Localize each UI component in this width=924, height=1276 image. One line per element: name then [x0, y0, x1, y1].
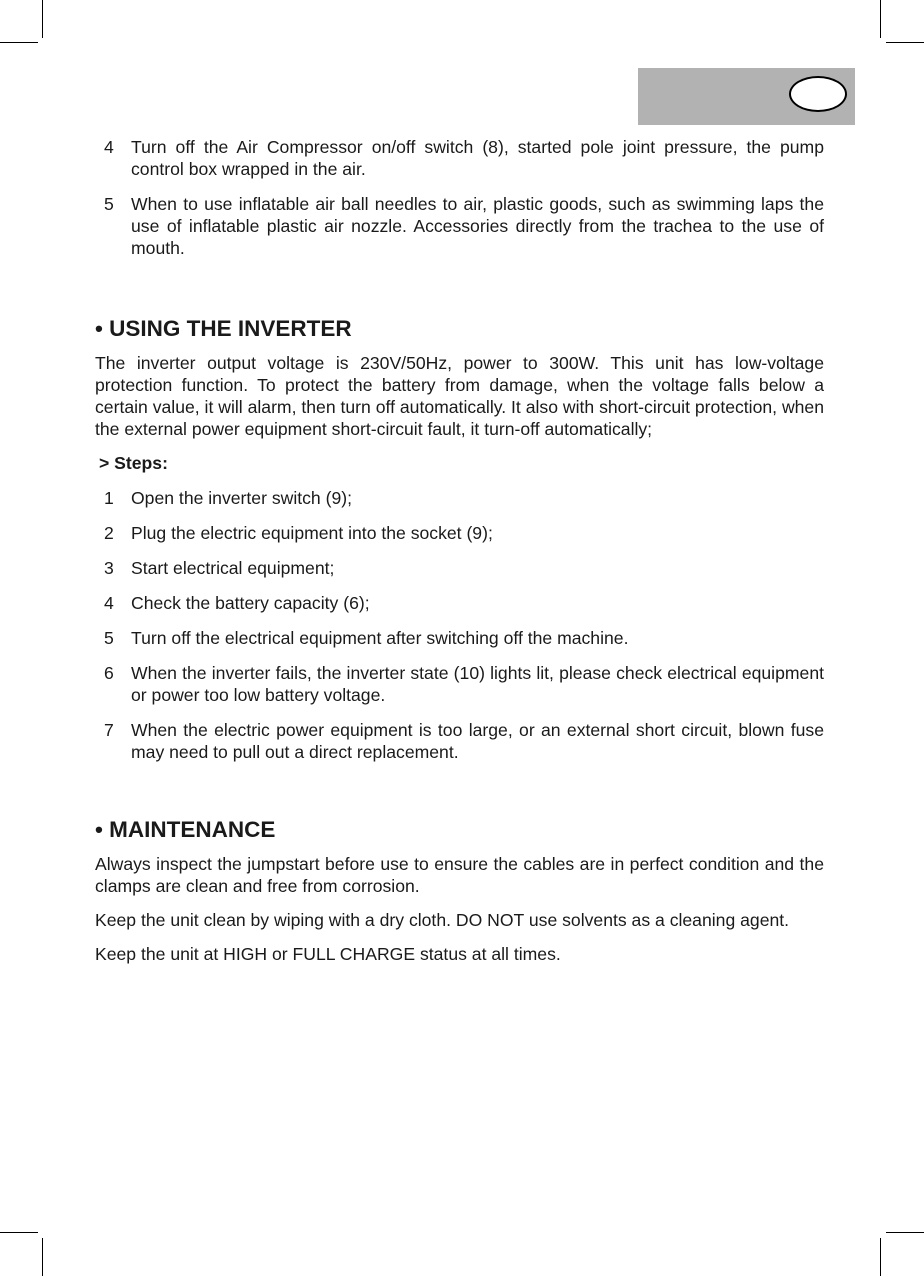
spacer: [95, 272, 824, 316]
step-item: [95, 662, 824, 706]
step-item: [95, 627, 824, 649]
maintenance-paragraph: Keep the unit at HIGH or FULL CHARGE status at all times.: [95, 944, 561, 964]
step-item: [95, 719, 824, 763]
item-number: 5: [104, 194, 114, 214]
crop-mark: [0, 1232, 38, 1233]
item-number: 4: [104, 137, 114, 157]
step-number: 6: [104, 663, 114, 683]
steps-list: [95, 487, 824, 763]
language-tab-oval: [789, 76, 847, 112]
step-text: Check the battery capacity (6);: [131, 593, 370, 613]
crop-mark: [0, 42, 38, 43]
item-text: Turn off the Air Compressor on/off switch (8), started pole joint pressure, the pump control box wrapped in the air.: [131, 137, 824, 179]
step-text: Open the inverter switch (9);: [131, 488, 352, 508]
list-item: [95, 193, 824, 259]
crop-mark: [42, 1238, 43, 1276]
maintenance-paragraph: Always inspect the jumpstart before use to ensure the cables are in perfect condition and the clamps are clean and free from corrosion.: [95, 854, 824, 896]
steps-label: > Steps:: [99, 453, 168, 473]
step-text: Turn off the electrical equipment after switching off the machine.: [131, 628, 629, 648]
crop-mark: [42, 0, 43, 38]
step-number: 7: [104, 720, 114, 740]
step-number: 5: [104, 628, 114, 648]
step-item: [95, 487, 824, 509]
spacer: [95, 776, 824, 817]
step-text: Start electrical equipment;: [131, 558, 335, 578]
crop-mark: [886, 42, 924, 43]
step-text: When the inverter fails, the inverter state (10) lights lit, please check electrical equipment or power too low battery voltage.: [131, 663, 824, 705]
crop-mark: [886, 1232, 924, 1233]
top-list: [95, 136, 824, 259]
step-number: 4: [104, 593, 114, 613]
crop-mark: [880, 1238, 881, 1276]
step-text: When the electric power equipment is too large, or an external short circuit, blown fuse may need to pull out a direct replacement.: [131, 720, 824, 762]
inverter-intro: The inverter output voltage is 230V/50Hz, power to 300W. This unit has low-voltage protection function. To protect the battery from damage, when the voltage falls below a certain value, it will alarm, then turn off automatically. It also with short-circuit protection, when the external power equipment short-circuit fault, it turn-off automatically;: [95, 353, 824, 439]
crop-mark: [880, 0, 881, 38]
page-content: [95, 136, 824, 977]
step-number: 1: [104, 488, 114, 508]
step-number: 2: [104, 523, 114, 543]
list-item: [95, 136, 824, 180]
step-item: [95, 522, 824, 544]
step-number: 3: [104, 558, 114, 578]
maintenance-paragraph: Keep the unit clean by wiping with a dry cloth. DO NOT use solvents as a cleaning agent.: [95, 910, 790, 930]
step-text: Plug the electric equipment into the socket (9);: [131, 523, 493, 543]
item-text: When to use inflatable air ball needles to air, plastic goods, such as swimming laps the use of inflatable plastic air nozzle. Accessories directly from the trachea to the use of mouth.: [131, 194, 824, 258]
inverter-section-title: • USING THE INVERTER: [95, 316, 352, 341]
step-item: [95, 557, 824, 579]
maintenance-section-title: • MAINTENANCE: [95, 817, 276, 842]
step-item: [95, 592, 824, 614]
